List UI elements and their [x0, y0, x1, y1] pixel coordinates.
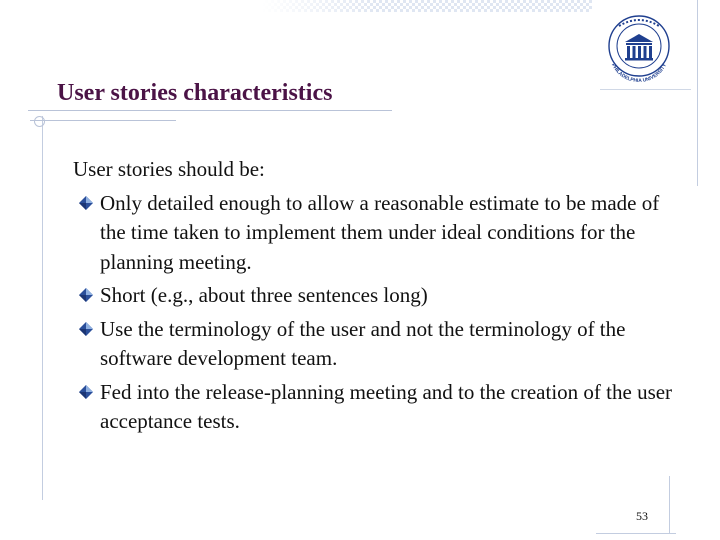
diamond-bullet-icon — [78, 287, 94, 303]
bullet-text: Short (e.g., about three sentences long) — [100, 283, 428, 307]
decorative-cross-line — [30, 120, 176, 121]
intro-text: User stories should be: — [73, 157, 265, 181]
decorative-line-left — [42, 116, 43, 500]
bullet-item — [73, 189, 683, 278]
page-number: 53 — [636, 509, 648, 523]
diamond-bullet-icon — [78, 195, 94, 211]
decorative-circle — [34, 116, 45, 127]
bullet-item — [73, 378, 683, 437]
slide-content — [73, 155, 683, 441]
bullet-item — [73, 315, 683, 374]
checker-fade — [262, 0, 592, 12]
decorative-line-right — [697, 0, 698, 186]
university-logo-icon — [597, 12, 681, 86]
bullet-item — [73, 281, 683, 311]
slide-title: User stories characteristics — [57, 80, 333, 106]
svg-text:PHILADELPHIA UNIVERSITY — [610, 62, 668, 84]
decorative-line-logo-base — [600, 89, 691, 90]
title-underline — [28, 110, 392, 111]
diamond-bullet-icon — [78, 384, 94, 400]
bullet-text: Only detailed enough to allow a reasonable estimate to be made of the time taken to implement them under ideal conditions for the planning meeting. — [100, 190, 660, 274]
bullet-text: Use the terminology of the user and not the terminology of the software development team. — [100, 316, 626, 370]
decorative-line-bottom — [596, 533, 676, 534]
bullet-text: Fed into the release-planning meeting and to the creation of the user acceptance tests. — [100, 379, 673, 433]
diamond-bullet-icon — [78, 321, 94, 337]
decorative-line-bottom-vertical — [669, 476, 670, 534]
logo-arc-text: PHILADELPHIA UNIVERSITY — [609, 62, 669, 85]
